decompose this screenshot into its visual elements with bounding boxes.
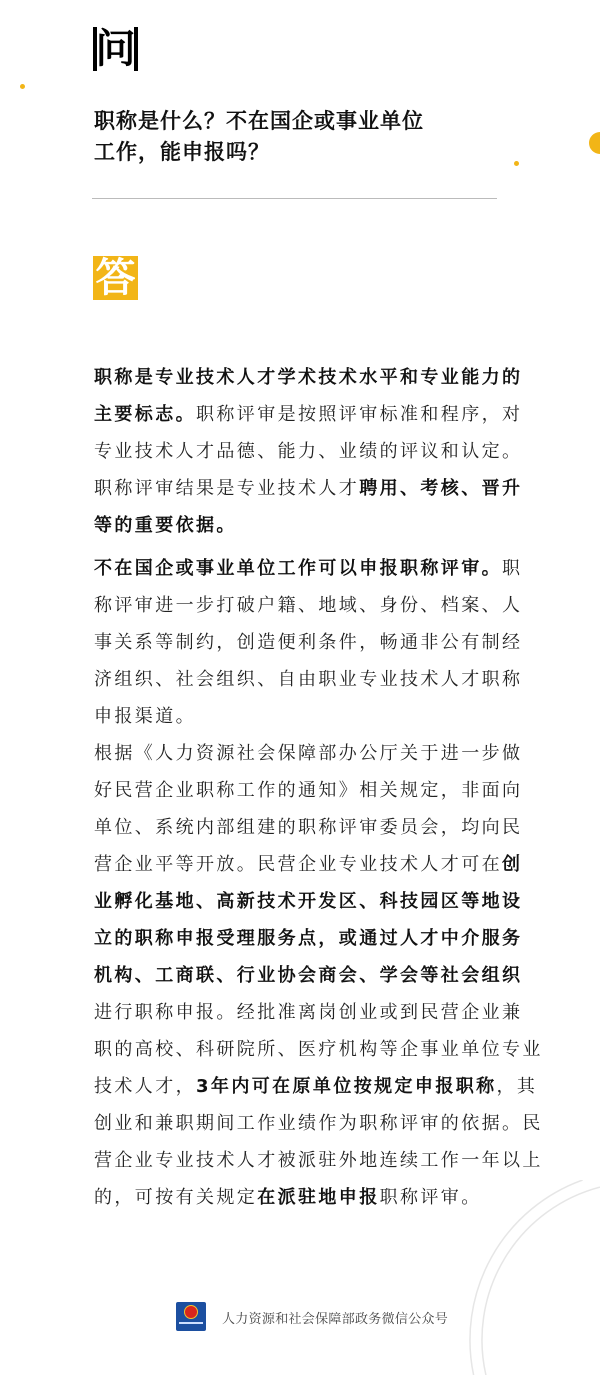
- bold-text: 创: [502, 854, 523, 875]
- text: 创业和兼职期间工作业绩作为职称评审的依据。民: [94, 1113, 543, 1134]
- title-line: 工作，能申报吗？: [94, 140, 270, 164]
- text-line: [94, 735, 544, 772]
- decorative-dot: [589, 132, 600, 154]
- text-line: [94, 507, 544, 544]
- text-line: [94, 994, 544, 1031]
- text: 营企业平等开放。民营企业专业技术人才可在: [94, 854, 502, 875]
- bold-text: 聘用、考核、晋升: [359, 478, 523, 499]
- text-line: [94, 772, 544, 809]
- text: 职称评审是按照评审标准和程序，对: [196, 404, 523, 425]
- text: 职: [502, 558, 523, 579]
- text-line: [94, 920, 544, 957]
- text-line: [94, 433, 544, 470]
- text: 根据《人力资源社会保障部办公厅关于进一步做: [94, 743, 523, 764]
- text: 技术人才，: [94, 1076, 196, 1097]
- text-line: [94, 396, 544, 433]
- decorative-dot: [514, 161, 519, 166]
- bold-text: 等的重要依据。: [94, 515, 237, 536]
- decorative-arcs: [440, 1180, 600, 1375]
- text-line: [94, 957, 544, 994]
- text-line: [94, 698, 544, 735]
- text-line: [94, 1142, 544, 1179]
- text: ，其: [496, 1076, 538, 1097]
- national-emblem-icon: [176, 1302, 206, 1331]
- text: 职的高校、科研院所、医疗机构等企事业单位专业: [94, 1039, 543, 1060]
- bold-text: 不在国企或事业单位工作可以申报职称评审。: [94, 558, 502, 579]
- bold-text: 3年内可在原单位按规定申报职称: [196, 1076, 497, 1097]
- text: 营企业专业技术人才被派驻外地连续工作一年以上: [94, 1150, 543, 1171]
- text-line: [94, 883, 544, 920]
- bold-text: 主要标志。: [94, 404, 196, 425]
- text: 事关系等制约，创造便利条件，畅通非公有制经: [94, 632, 523, 653]
- paragraph: [94, 550, 544, 735]
- question-icon: 问: [93, 27, 138, 71]
- paragraph: [94, 359, 544, 544]
- bold-text: 业孵化基地、高新技术开发区、科技园区等地设: [94, 891, 523, 912]
- bold-text: 职称是专业技术人才学术技术水平和专业能力的: [94, 367, 523, 388]
- text: 职称评审。: [379, 1187, 482, 1208]
- text: 申报渠道。: [94, 706, 196, 727]
- text: 单位、系统内部组建的职称评审委员会，均向民: [94, 817, 523, 838]
- text: 职称评审结果是专业技术人才: [94, 478, 360, 499]
- divider: [92, 198, 497, 199]
- question-title: [94, 106, 424, 168]
- text: 专业技术人才品德、能力、业绩的评议和认定。: [94, 441, 523, 462]
- text-line: [94, 587, 544, 624]
- text-line: [94, 1068, 544, 1105]
- text-line: [94, 359, 544, 396]
- answer-icon: 答: [93, 256, 138, 300]
- text-line: [94, 809, 544, 846]
- text-line: [94, 1105, 544, 1142]
- text: 好民营企业职称工作的通知》相关规定，非面向: [94, 780, 523, 801]
- title-line: 职称是什么？不在国企或事业单位: [94, 109, 424, 133]
- text-line: [94, 624, 544, 661]
- decorative-dot: [20, 84, 25, 89]
- text-line: [94, 550, 544, 587]
- text: 称评审进一步打破户籍、地域、身份、档案、人: [94, 595, 523, 616]
- footer-account-name: 人力资源和社会保障部政务微信公众号: [222, 1312, 449, 1327]
- text-line: [94, 470, 544, 507]
- text-line: [94, 846, 544, 883]
- text-line: [94, 1031, 544, 1068]
- text: 进行职称申报。经批准离岗创业或到民营企业兼: [94, 1002, 523, 1023]
- text-line: [94, 661, 544, 698]
- text: 的，可按有关规定: [94, 1187, 258, 1208]
- answer-body: [94, 359, 544, 1216]
- bold-text: 立的职称申报受理服务点，或通过人才中介服务: [94, 928, 523, 949]
- paragraph: [94, 735, 544, 1216]
- bold-text: 机构、工商联、行业协会商会、学会等社会组织: [94, 965, 523, 986]
- text: 济组织、社会组织、自由职业专业技术人才职称: [94, 669, 523, 690]
- bold-text: 在派驻地申报: [257, 1187, 380, 1208]
